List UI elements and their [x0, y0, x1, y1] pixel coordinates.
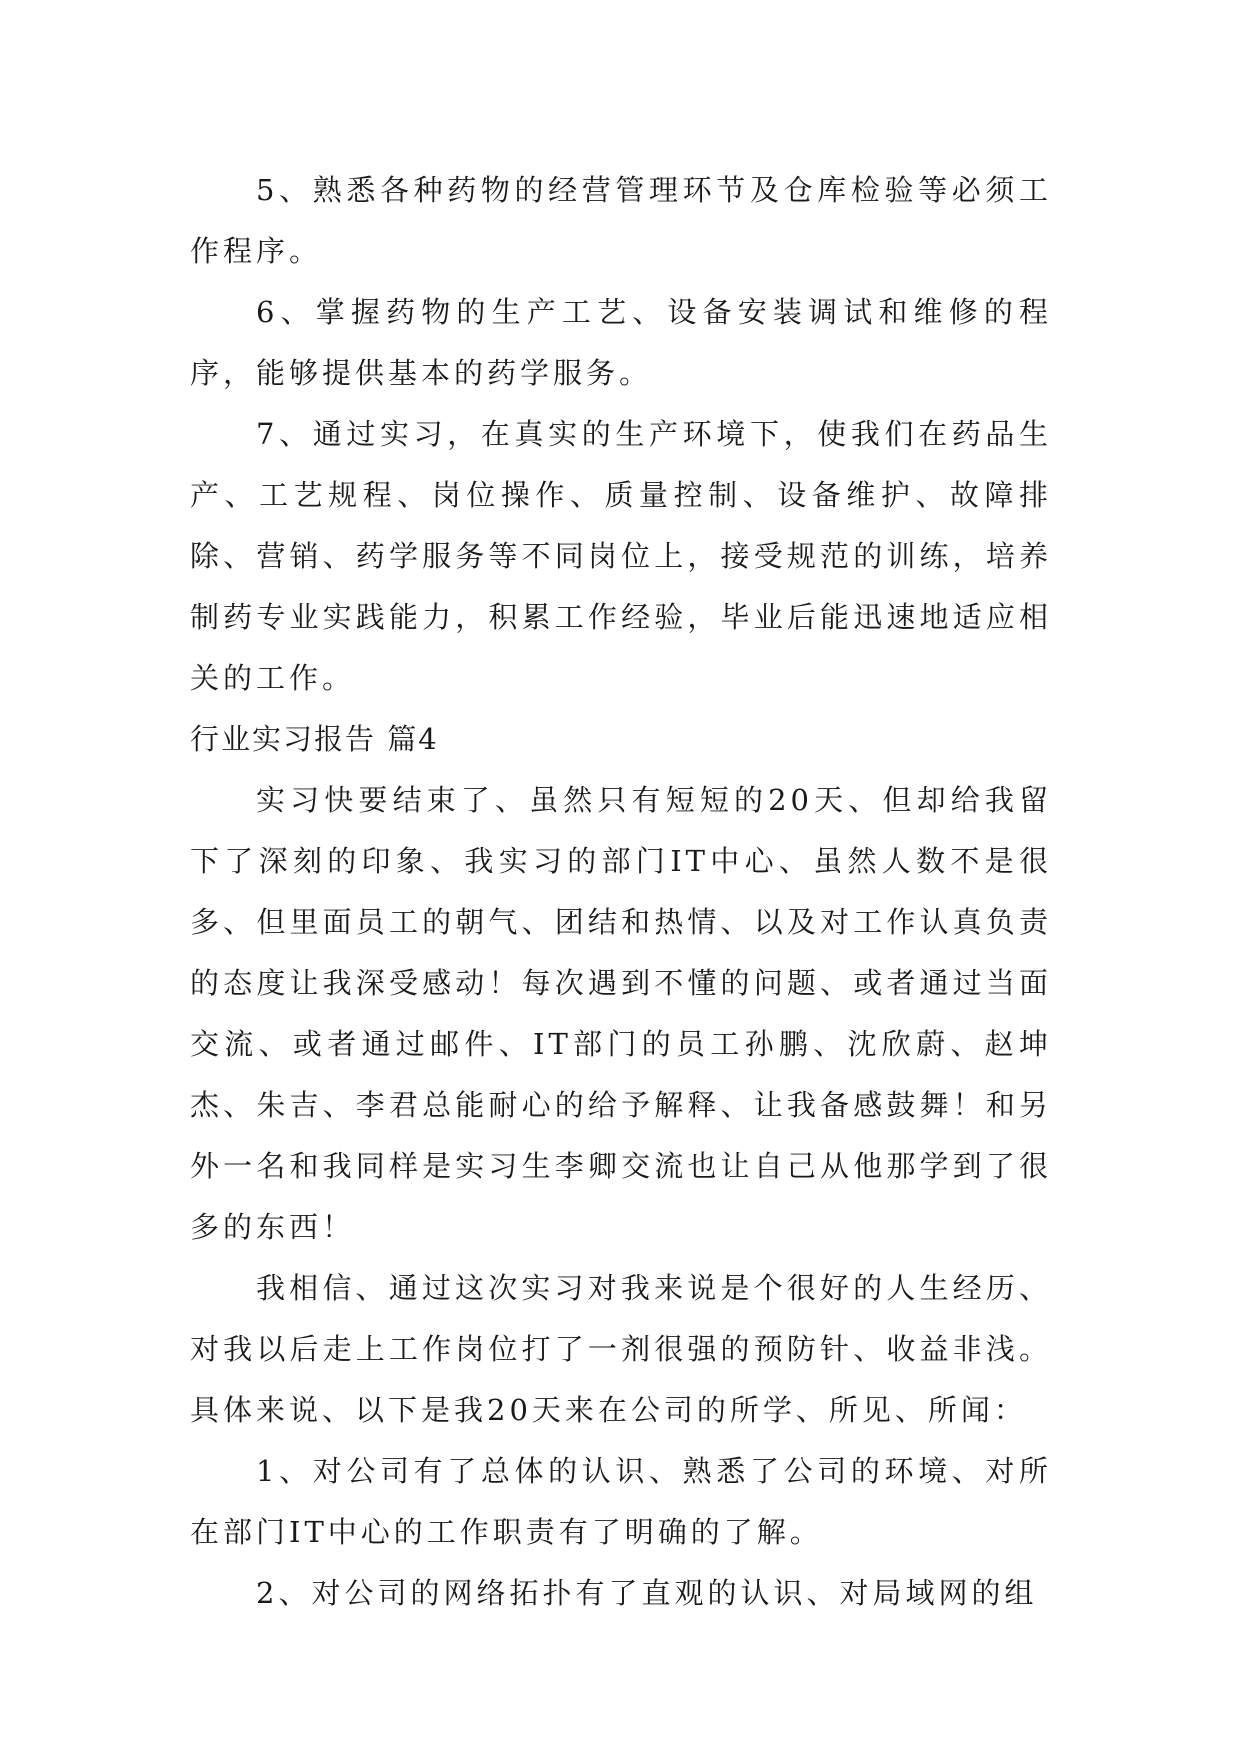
- section-heading: 行业实习报告 篇4: [190, 722, 439, 756]
- paragraph-learning-2: 2、对公司的网络拓扑有了直观的认识、对局域网的组: [256, 1576, 1038, 1610]
- paragraph-item-5: 5、熟悉各种药物的经营管理环节及仓库检验等必须工作程序。: [190, 173, 1052, 268]
- paragraph-item-6: 6、掌握药物的生产工艺、设备安装调试和维修的程序，能够提供基本的药学服务。: [190, 295, 1052, 390]
- document-body: [190, 160, 1052, 1624]
- paragraph-intro: 实习快要结束了、虽然只有短短的20天、但却给我留下了深刻的印象、我实习的部门IT中心、虽然人数不是很多、但里面员工的朝气、团结和热情、以及对工作认真负责的态度让我深受感动！每次遇到不懂的问题、或者通过当面交流、或者通过邮件、IT部门的员工孙鹏、沈欣蔚、赵坤杰、朱吉、李君总能耐心的给予解释、让我备感鼓舞！和另外一名和我同样是实习生李卿交流也让自己从他那学到了很多的东西！: [190, 783, 1052, 1244]
- paragraph-learning-1: 1、对公司有了总体的认识、熟悉了公司的环境、对所在部门IT中心的工作职责有了明确的了解。: [190, 1454, 1052, 1549]
- paragraph-summary: 我相信、通过这次实习对我来说是个很好的人生经历、对我以后走上工作岗位打了一剂很强的预防针、收益非浅。具体来说、以下是我20天来在公司的所学、所见、所闻：: [190, 1271, 1052, 1427]
- paragraph-item-7: 7、通过实习，在真实的生产环境下，使我们在药品生产、工艺规程、岗位操作、质量控制、设备维护、故障排除、营销、药学服务等不同岗位上，接受规范的训练，培养制药专业实践能力，积累工作经验，毕业后能迅速地适应相关的工作。: [190, 417, 1052, 695]
